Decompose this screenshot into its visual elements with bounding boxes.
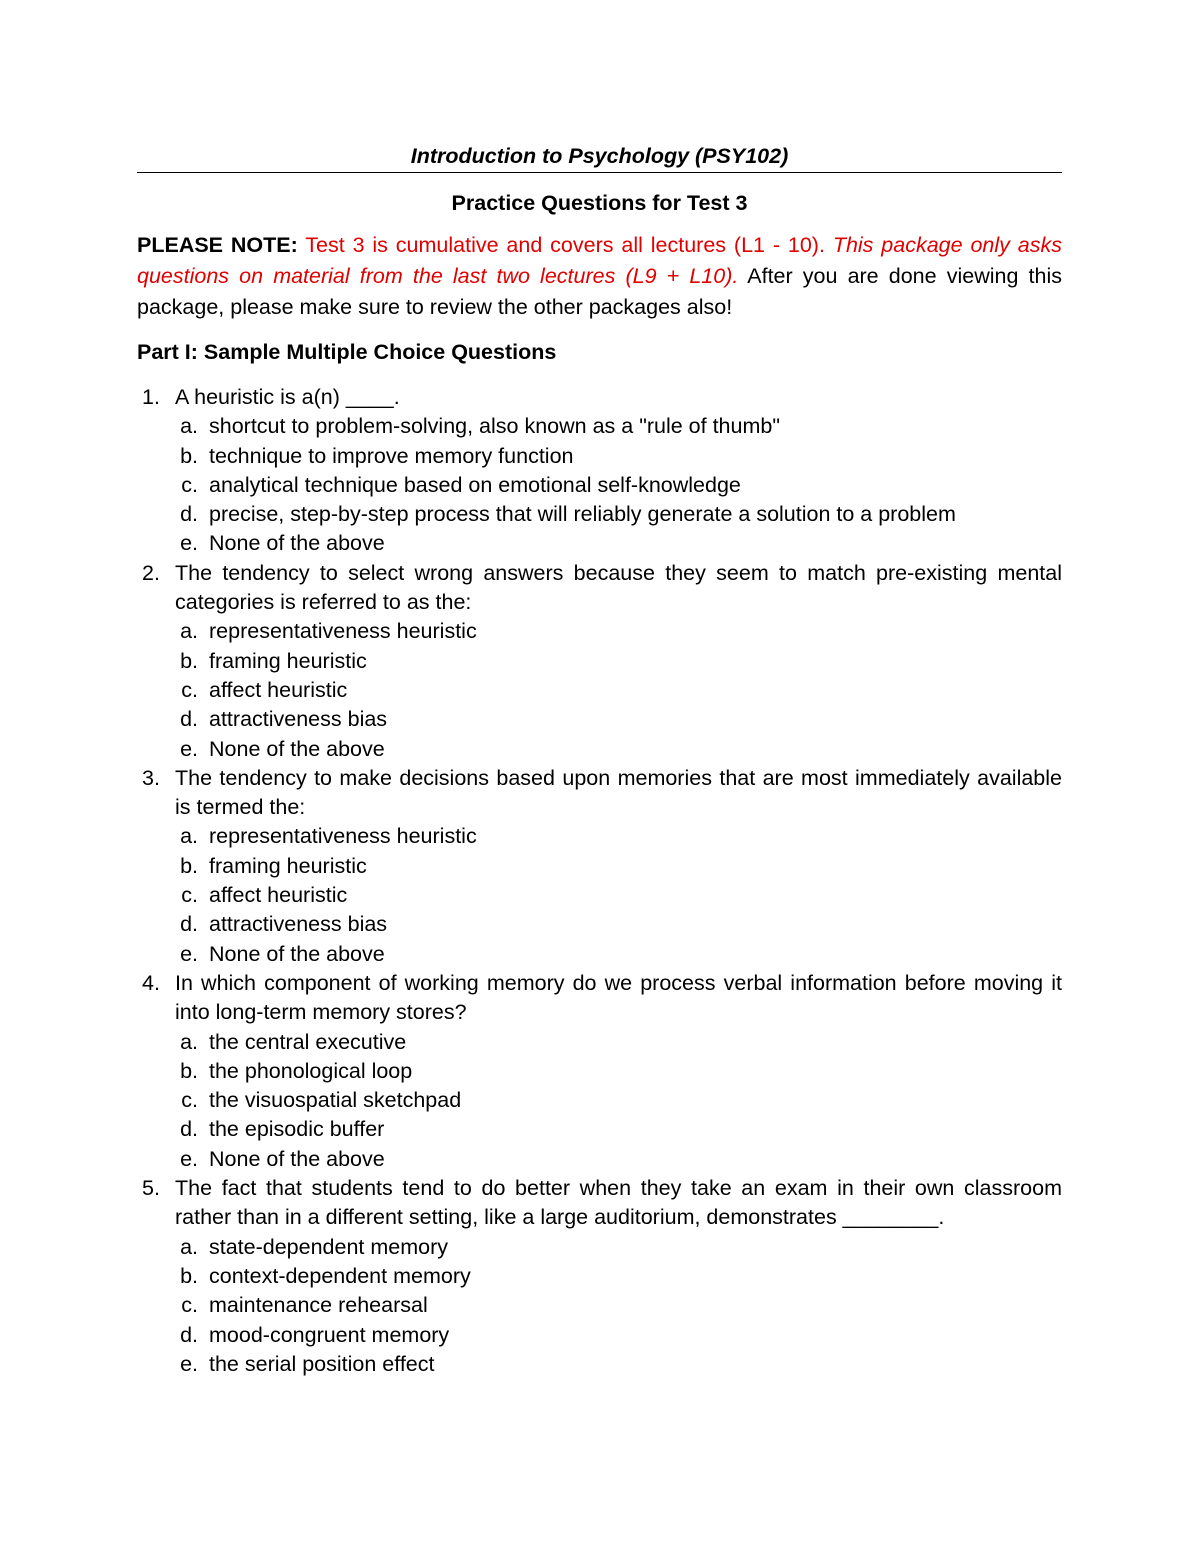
answer-option bbox=[137, 471, 1062, 500]
option-text: None of the above bbox=[209, 941, 385, 966]
answer-option bbox=[137, 1057, 1062, 1086]
option-letter: a. bbox=[180, 1029, 198, 1054]
option-text: None of the above bbox=[209, 531, 385, 556]
option-letter: d. bbox=[180, 502, 198, 527]
option-text: representativeness heuristic bbox=[209, 824, 477, 849]
question-number: 5. bbox=[142, 1176, 160, 1201]
option-letter: b. bbox=[180, 853, 198, 878]
answer-option bbox=[137, 910, 1062, 939]
note-paragraph bbox=[137, 230, 1062, 323]
option-letter: a. bbox=[180, 1234, 198, 1259]
option-letter: b. bbox=[180, 1263, 198, 1288]
question-item bbox=[137, 383, 1062, 412]
option-letter: c. bbox=[181, 1088, 198, 1113]
option-letter: c. bbox=[181, 883, 198, 908]
answer-option bbox=[137, 1350, 1062, 1379]
option-letter: d. bbox=[180, 707, 198, 732]
option-letter: c. bbox=[181, 472, 198, 497]
question-text: The tendency to select wrong answers because they seem to match pre-existing mental categories is referred to as the: bbox=[175, 560, 1062, 615]
option-text: the phonological loop bbox=[209, 1058, 413, 1083]
answer-option bbox=[137, 676, 1062, 705]
option-letter: a. bbox=[180, 824, 198, 849]
option-text: shortcut to problem-solving, also known as a "rule of thumb" bbox=[209, 414, 780, 439]
note-black-text: After you are done viewing this package, please make sure to review the other packages also! bbox=[137, 264, 1062, 319]
option-letter: e. bbox=[180, 531, 198, 556]
answer-option bbox=[137, 705, 1062, 734]
answer-option bbox=[137, 822, 1062, 851]
option-letter: e. bbox=[180, 941, 198, 966]
option-letter: d. bbox=[180, 912, 198, 937]
option-text: the visuospatial sketchpad bbox=[209, 1088, 462, 1113]
question-item bbox=[137, 764, 1062, 823]
answer-option bbox=[137, 1262, 1062, 1291]
answer-option bbox=[137, 617, 1062, 646]
answer-option bbox=[137, 940, 1062, 969]
note-red-text: Test 3 is cumulative and covers all lectures (L1 - 10). bbox=[297, 233, 833, 257]
option-text: the serial position effect bbox=[209, 1351, 435, 1376]
title-divider bbox=[137, 172, 1062, 173]
option-letter: b. bbox=[180, 648, 198, 673]
document-subtitle: Practice Questions for Test 3 bbox=[451, 191, 748, 215]
answer-option bbox=[137, 647, 1062, 676]
answer-option bbox=[137, 1291, 1062, 1320]
option-text: None of the above bbox=[209, 1146, 385, 1171]
answer-option bbox=[137, 735, 1062, 764]
option-text: None of the above bbox=[209, 736, 385, 761]
note-red-italic-text: This package only asks questions on material from the last two lectures (L9 + L10). bbox=[137, 233, 1062, 288]
note-label: PLEASE NOTE: bbox=[137, 233, 298, 257]
question-item bbox=[137, 559, 1062, 618]
question-number: 2. bbox=[142, 560, 160, 585]
option-text: precise, step-by-step process that will reliably generate a solution to a problem bbox=[209, 502, 956, 527]
option-text: framing heuristic bbox=[209, 648, 367, 673]
option-letter: c. bbox=[181, 677, 198, 702]
option-letter: d. bbox=[180, 1322, 198, 1347]
answer-option bbox=[137, 529, 1062, 558]
answer-option bbox=[137, 881, 1062, 910]
option-letter: a. bbox=[180, 414, 198, 439]
answer-option bbox=[137, 852, 1062, 881]
question-text: A heuristic is a(n) ____. bbox=[175, 385, 400, 409]
question-item bbox=[137, 969, 1062, 1028]
option-text: mood-congruent memory bbox=[209, 1322, 450, 1347]
question-text: The tendency to make decisions based upon memories that are most immediately available is termed the: bbox=[175, 765, 1062, 820]
option-letter: c. bbox=[181, 1293, 198, 1318]
answer-option bbox=[137, 1028, 1062, 1057]
option-letter: b. bbox=[180, 1058, 198, 1083]
question-item bbox=[137, 1174, 1062, 1233]
answer-option bbox=[137, 1145, 1062, 1174]
answer-option bbox=[137, 500, 1062, 529]
option-text: context-dependent memory bbox=[209, 1263, 471, 1288]
option-text: framing heuristic bbox=[209, 853, 367, 878]
question-number: 1. bbox=[142, 385, 160, 409]
option-letter: d. bbox=[180, 1117, 198, 1142]
part-heading: Part I: Sample Multiple Choice Questions bbox=[137, 340, 557, 364]
answer-option bbox=[137, 442, 1062, 471]
option-text: attractiveness bias bbox=[209, 912, 388, 937]
answer-option bbox=[137, 1115, 1062, 1144]
option-text: the episodic buffer bbox=[209, 1117, 385, 1142]
option-letter: b. bbox=[180, 443, 198, 468]
option-text: the central executive bbox=[209, 1029, 407, 1054]
question-text: In which component of working memory do we process verbal information before moving it into long-term memory stores? bbox=[175, 970, 1062, 1025]
option-text: affect heuristic bbox=[209, 883, 348, 908]
option-text: affect heuristic bbox=[209, 677, 348, 702]
answer-option bbox=[137, 1233, 1062, 1262]
course-title: Introduction to Psychology (PSY102) bbox=[410, 144, 789, 168]
option-text: attractiveness bias bbox=[209, 707, 388, 732]
answer-option bbox=[137, 1321, 1062, 1350]
option-text: technique to improve memory function bbox=[209, 443, 574, 468]
option-text: state-dependent memory bbox=[209, 1234, 449, 1259]
answer-option bbox=[137, 1086, 1062, 1115]
option-text: analytical technique based on emotional self-knowledge bbox=[209, 472, 741, 497]
question-text: The fact that students tend to do better when they take an exam in their own classroom rather than in a different setting, like a large auditorium, demonstrates ________. bbox=[175, 1176, 1062, 1230]
option-letter: a. bbox=[180, 619, 198, 644]
option-letter: e. bbox=[180, 736, 198, 761]
question-number: 4. bbox=[142, 970, 160, 995]
answer-option bbox=[137, 412, 1062, 441]
option-text: representativeness heuristic bbox=[209, 619, 477, 644]
option-text: maintenance rehearsal bbox=[209, 1293, 428, 1318]
question-number: 3. bbox=[142, 765, 160, 790]
question-list bbox=[137, 383, 1062, 1379]
option-letter: e. bbox=[180, 1351, 198, 1376]
option-letter: e. bbox=[180, 1146, 198, 1171]
